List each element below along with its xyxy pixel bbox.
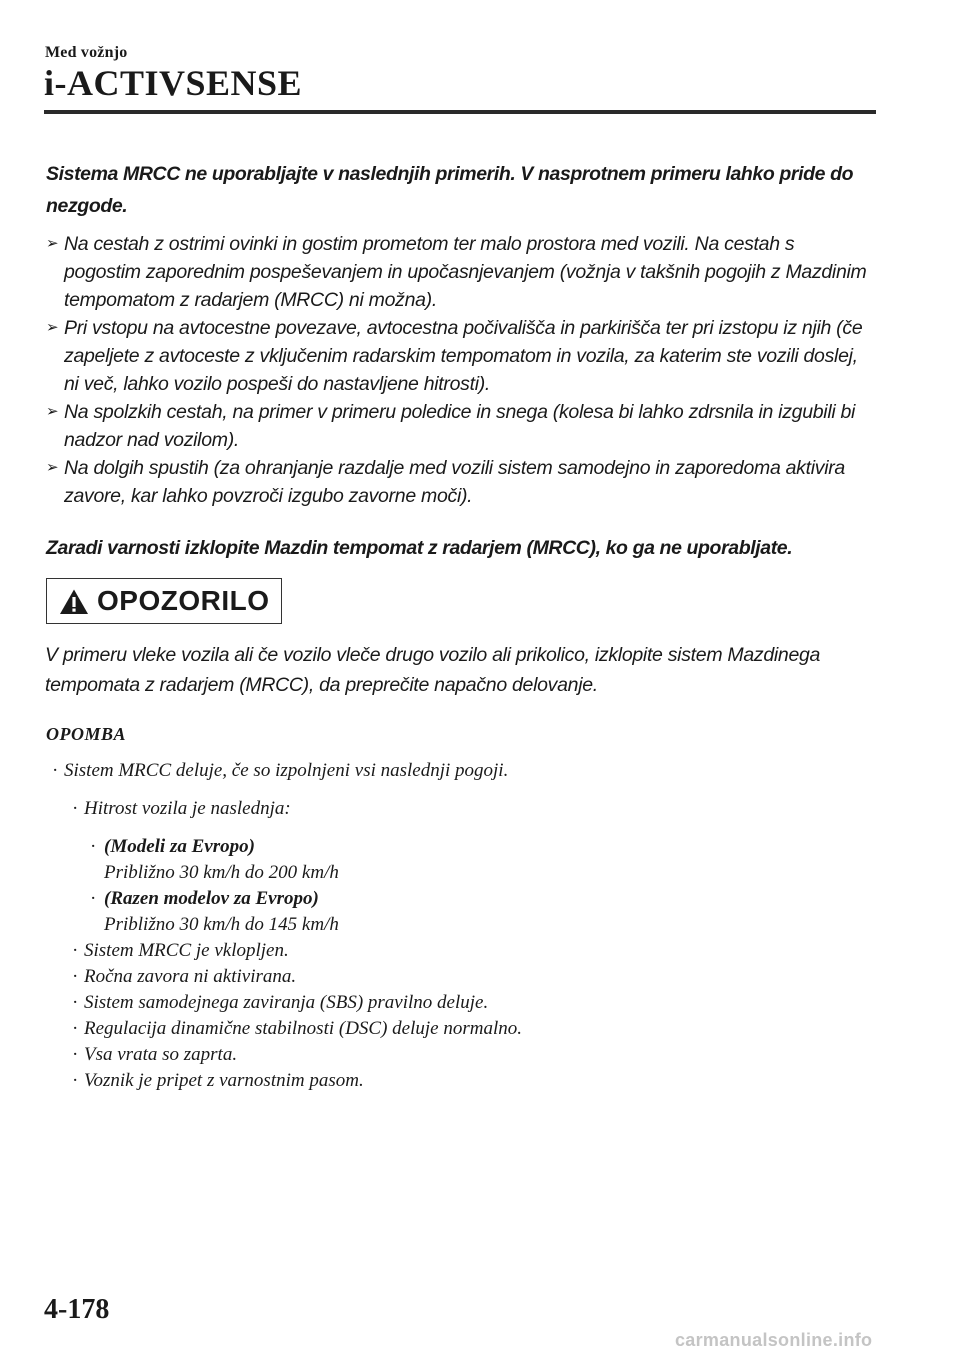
note-condition: · Ročna zavora ni aktivirana. xyxy=(46,964,886,990)
page-number: 4-178 xyxy=(44,1294,110,1325)
note-condition: · Voznik je pripet z varnostnim pasom. xyxy=(46,1068,886,1094)
bullet-dot-icon: · xyxy=(72,798,79,819)
arrow-bullet-icon: ➢ xyxy=(46,235,59,252)
note-condition: · Sistem MRCC je vklopljen. xyxy=(46,938,886,964)
opozorilo-label: OPOZORILO xyxy=(97,585,270,616)
warning-intro: Sistema MRCC ne uporabljajte v naslednjih primerih. V nasprotnem primeru lahko pride do nezgode. xyxy=(46,163,854,217)
note-subitem: · Hitrost vozila je naslednja: xyxy=(46,796,886,822)
bullet-dot-icon: · xyxy=(52,760,59,781)
bullet-dot-icon: · xyxy=(72,966,79,987)
bullet-dot-icon: · xyxy=(72,992,79,1013)
arrow-bullet-icon: ➢ xyxy=(46,403,59,420)
note-condition: · Vsa vrata so zaprta. xyxy=(46,1042,886,1068)
header-divider xyxy=(44,110,876,114)
section-heading: Med vožnjo xyxy=(45,44,128,61)
warning-closing: Zaradi varnosti izklopite Mazdin tempomat z radarjem (MRCC), ko ga ne uporabljate. xyxy=(46,537,793,559)
opozorilo-label-box xyxy=(46,578,282,624)
warning-block xyxy=(46,158,876,562)
warning-bullet: ➢ Na dolgih spustih (za ohranjanje razdalje med vozili sistem samodejno in zaporedoma aktivira zavore, kar lahko povzroči izgubo zavorne moči). xyxy=(46,454,876,510)
chapter-title: i-ACTIVSENSE xyxy=(44,63,303,103)
note-title: OPOMBA xyxy=(46,724,127,744)
warning-bullet-list xyxy=(46,230,876,510)
warning-triangle-icon xyxy=(59,588,89,615)
bullet-dot-icon: · xyxy=(90,888,97,909)
bullet-dot-icon: · xyxy=(72,1044,79,1065)
warning-bullet: ➢ Na spolzkih cestah, na primer v primeru poledice in snega (kolesa bi lahko zdrsnila in izgubili bi nadzor nad vozilom). xyxy=(46,398,876,454)
note-list xyxy=(46,758,886,1094)
opozorilo-text: V primeru vleke vozila ali če vozilo vleče drugo vozilo ali prikolico, izklopite sistem Mazdinega tempomata z radarjem (MRCC), da preprečite napačno delovanje. xyxy=(45,644,821,696)
note-model-item: · (Modeli za Evropo) Približno 30 km/h do 200 km/h xyxy=(90,836,339,883)
bullet-dot-icon: · xyxy=(72,1018,79,1039)
arrow-bullet-icon: ➢ xyxy=(46,459,59,476)
note-condition: · Sistem samodejnega zaviranja (SBS) pravilno deluje. xyxy=(46,990,886,1016)
bullet-dot-icon: · xyxy=(90,836,97,857)
note-condition: · Regulacija dinamične stabilnosti (DSC) deluje normalno. xyxy=(46,1016,886,1042)
note-item: · Sistem MRCC deluje, če so izpolnjeni vsi naslednji pogoji. xyxy=(46,758,886,784)
note-model-item: · (Razen modelov za Evropo) Približno 30 km/h do 145 km/h xyxy=(90,888,339,935)
warning-bullet: ➢ Na cestah z ostrimi ovinki in gostim prometom ter malo prostora med vozili. Na cestah s pogostim zaporednim pospeševanjem in upočasnjevanjem (vožnja v takšnih pogojih z Mazdinim tempomatom z radarjem (MRCC) ni možna). xyxy=(46,230,876,314)
arrow-bullet-icon: ➢ xyxy=(46,319,59,336)
bullet-dot-icon: · xyxy=(72,1070,79,1091)
watermark: carmanualsonline.info xyxy=(675,1330,873,1350)
warning-bullet: ➢ Pri vstopu na avtocestne povezave, avtocestna počivališča in parkirišča ter pri izstopu iz njih (če zapeljete z avtoceste z vključenim radarskim tempomatom in vozila, za katerim ste vozili doslej, ni več, lahko vozilo pospeši do nastavljene hitrosti). xyxy=(46,314,876,398)
bullet-dot-icon: · xyxy=(72,940,79,961)
